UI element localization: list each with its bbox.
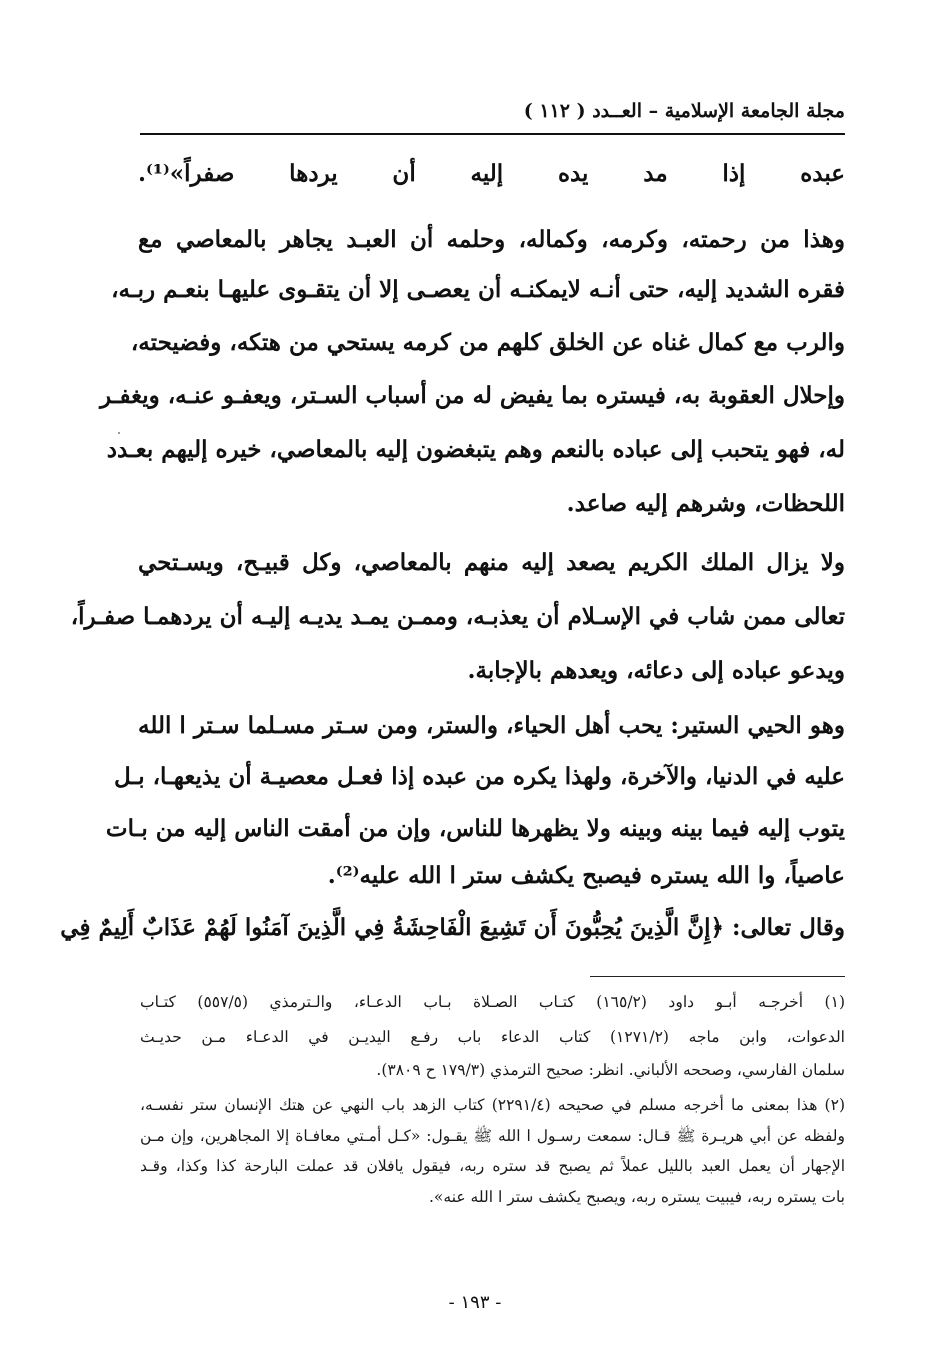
body-line: ولا يزال الملك الكريم يصعد إليه منهم بالمعاصي، وكل قبيـح، ويسـتحي (138, 549, 845, 576)
body-line: له، فهو يتحبب إلى عباده بالنعم وهم يتبغضون إليه بالمعاصي، خيره إليهم بعـدد (106, 436, 845, 463)
body-line: وهو الحيي الستير: يحب أهل الحياء، والستر، ومن سـتر مسـلما سـتر ا الله (138, 712, 845, 739)
quran-verse-line: وقال تعالى: ﴿إِنَّ الَّذِينَ يُحِبُّونَ أَن تَشِيعَ الْفَاحِشَةُ فِي الَّذِينَ آمَنُوا لَهُمْ عَذَابٌ أَلِيمٌ فِي (60, 914, 845, 941)
footnote-line: (١) أخرجـه أبـو داود (١٦٥/٢) كتـاب الصـلاة بـاب الدعـاء، والـترمذي (٥٥٧/٥) كتـاب (140, 993, 845, 1011)
header-rule (140, 133, 845, 135)
body-line: تعالى ممن شاب في الإسـلام أن يعذبـه، وممـن يمـد يديـه إليـه أن يردهمـا صفـراً، (70, 603, 845, 630)
body-line: عليه في الدنيا، والآخرة، ولهذا يكره من عبده إذا فعـل معصيـة أن يذيعهـا، بـل (114, 763, 845, 790)
body-line: اللحظات، وشرهم إليه صاعد. (566, 490, 845, 517)
body-line: وهذا من رحمته، وكرمه، وكماله، وحلمه أن العبـد يجاهر بالمعاصي مع (138, 226, 845, 253)
footnote-line: الدعوات، وابن ماجه (١٢٧١/٢) كتاب الدعاء باب رفـع اليديـن في الدعـاء مـن حديـث (140, 1028, 845, 1046)
page-number: - ١٩٣ - (448, 1292, 502, 1313)
body-line: ويدعو عباده إلى دعائه، ويعدهم بالإجابة. (467, 657, 845, 684)
footnote-line: (٢) هذا بمعنى ما أخرجه مسلم في صحيحه (٢٢٩١/٤) كتاب الزهد باب النهي عن هتك الإنسان ستر نفسـه، (140, 1096, 845, 1114)
footnote-line: سلمان الفارسي، وصححه الألباني. انظر: صحيح الترمذي (١٧٩/٣ ح ٣٨٠٩). (376, 1061, 845, 1079)
body-line: عبده إذا مد يده إليه أن يردها صفراً»⁽¹⁾. (138, 160, 845, 187)
footnote-separator (590, 976, 845, 977)
footnote-line: الإجهار أن يعمل العبد بالليل عملاً ثم يصبح قد ستره ربه، فيقول يافلان قد عملت البارحة كذا وكذا، وقـد (140, 1157, 845, 1175)
footnote-line: ولفظه عن أبي هريـرة ﷺ قـال: سمعت رسـول ا الله ﷺ يقـول: «كـل أمـتي معافـاة إلا المجاهرين، وإن مـن (140, 1127, 845, 1145)
body-line: فقره الشديد إليه، حتى أنـه لايمكنـه أن يعصـى إلا أن يتقـوى عليهـا بنعـم ربـه، (111, 276, 845, 303)
body-line: وإحلال العقوبة به، فيستره بما يفيض له من أسباب السـتر، ويعفـو عنـه، ويغفـر (100, 382, 845, 409)
journal-header: مجلة الجامعة الإسلامية – العــدد ( ١١٢ ) (523, 100, 845, 122)
body-line: والرب مع كمال غناه عن الخلق كلهم من كرمه يستحي من هتكه، وفضيحته، (130, 329, 845, 356)
footnote-line: بات يستره ربه، فيبيت يستره ربه، ويصبح يكشف ستر ا الله عنه». (428, 1188, 845, 1206)
body-line: عاصياً، وا الله يستره فيصبح يكشف ستر ا الله عليه⁽²⁾. (327, 862, 845, 889)
body-line: يتوب إليه فيما بينه وبينه ولا يظهرها للناس، وإن من أمقت الناس إليه من بـات (105, 815, 845, 842)
margin-mark (118, 432, 120, 434)
